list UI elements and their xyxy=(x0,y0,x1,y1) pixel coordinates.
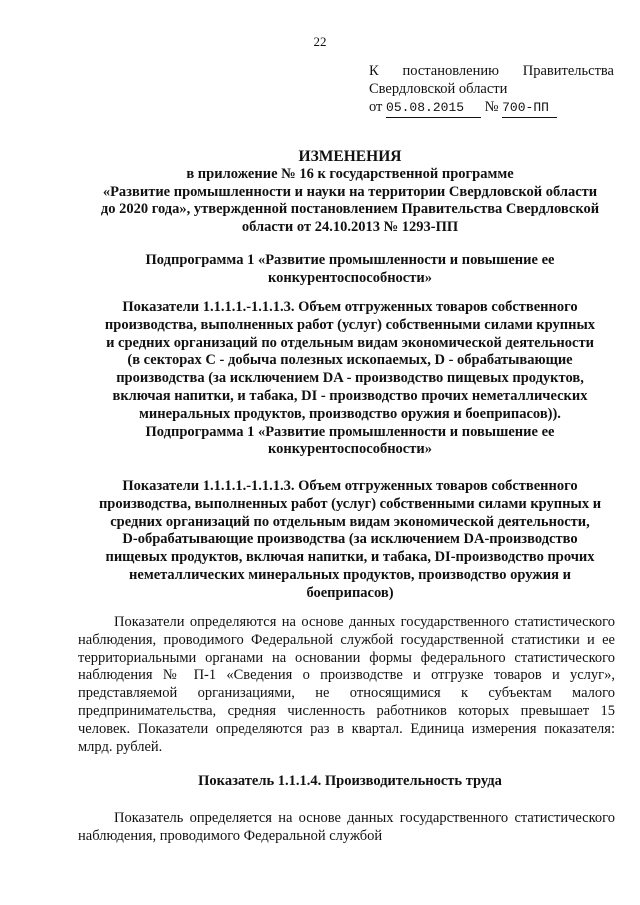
changes-title: ИЗМЕНЕНИЯ xyxy=(298,148,402,165)
subprogram-line: Подпрограмма 1 «Развитие промышленности и повышение ее xyxy=(145,252,555,268)
reference-line-1 xyxy=(369,62,614,80)
indicator-line: производства (за исключением DA - производство пищевых продуктов, xyxy=(116,370,584,387)
subprogram-line: конкурентоспособности» xyxy=(268,269,432,286)
number-prefix: № xyxy=(484,99,499,115)
indicator-line: и средних организаций по отдельным видам экономической деятельности xyxy=(106,334,594,351)
indicator-line: неметаллических минеральных продуктов, производство оружия и xyxy=(129,566,571,583)
indicator-line: пищевых продуктов, включая напитки, и табака, DI-производство прочих xyxy=(105,549,595,566)
indicator-line: Подпрограмма 1 «Развитие промышленности и повышение ее xyxy=(145,423,555,440)
indicator-line: включая напитки, и табака, DI - производство прочих неметаллических xyxy=(112,387,588,404)
date-prefix: от xyxy=(369,99,383,115)
indicator-line: минеральных продуктов, производство оружия и боеприпасов)). xyxy=(139,405,561,422)
reference-word: постановлению xyxy=(402,63,499,79)
indicator-line: боеприпасов) xyxy=(306,584,394,601)
page-number: 22 xyxy=(313,34,327,49)
reference-word: К xyxy=(369,63,379,79)
heading-line: до 2020 года», утвержденной постановлением Правительства Свердловской xyxy=(100,201,600,218)
indicator-line: средних организаций по отдельным видам экономической деятельности, xyxy=(110,513,590,530)
reference-line-2: Свердловской области xyxy=(369,81,508,97)
indicator-line: D-обрабатывающие производства (за исключением DA-производство xyxy=(122,531,578,548)
indicator-line: производства, выполненных работ (услуг) собственными силами крупных и xyxy=(98,495,602,512)
subprogram-heading xyxy=(80,252,620,288)
indicators-old-heading xyxy=(80,299,620,459)
indicator-4-heading: Показатель 1.1.1.4. Производительность труда xyxy=(198,773,502,789)
indicator-line: Показатели 1.1.1.1.-1.1.1.3. Объем отгруженных товаров собственного xyxy=(122,478,578,494)
heading-line: «Развитие промышленности и науки на территории Свердловской области xyxy=(102,183,598,200)
indicator-line: Показатели 1.1.1.1.-1.1.1.3. Объем отгруженных товаров собственного xyxy=(122,299,578,315)
decree-reference xyxy=(369,62,614,118)
indicator-line: (в секторах С - добыча полезных ископаемых, D - обрабатывающие xyxy=(127,352,573,369)
decree-date: 05.08.2015 xyxy=(386,99,481,118)
indicator-4-paragraph: Показатель определяется на основе данных государственного статистического наблюдения, проводимого Федеральной службой xyxy=(78,810,615,844)
heading-line: области от 24.10.2013 № 1293-ПП xyxy=(241,219,459,236)
reference-line-3 xyxy=(369,98,614,118)
indicator-line: конкурентоспособности» xyxy=(268,441,432,458)
heading-line: в приложение № 16 к государственной программе xyxy=(186,165,514,182)
reference-word: Правительства xyxy=(522,63,614,79)
indicators-method-paragraph: Показатели определяются на основе данных государственного статистического наблюдения, проводимого Федеральной службой государственной статистики и ее территориальными органами на основании формы федерального статистического наблюдения № П-1 «Сведения о производстве и отгрузке товаров и услуг», представляемой организациями, не относящимися к субъектам малого предпринимательства, средняя численность работников которых превышает 15 человек. Показатели определяются раз в квартал. Единица измерения показателя: млрд. рублей. xyxy=(78,614,615,755)
decree-number: 700-ПП xyxy=(502,99,557,118)
indicator-line: производства, выполненных работ (услуг) собственными силами крупных xyxy=(104,316,596,333)
indicators-new-heading xyxy=(80,478,620,603)
changes-heading xyxy=(80,148,620,237)
